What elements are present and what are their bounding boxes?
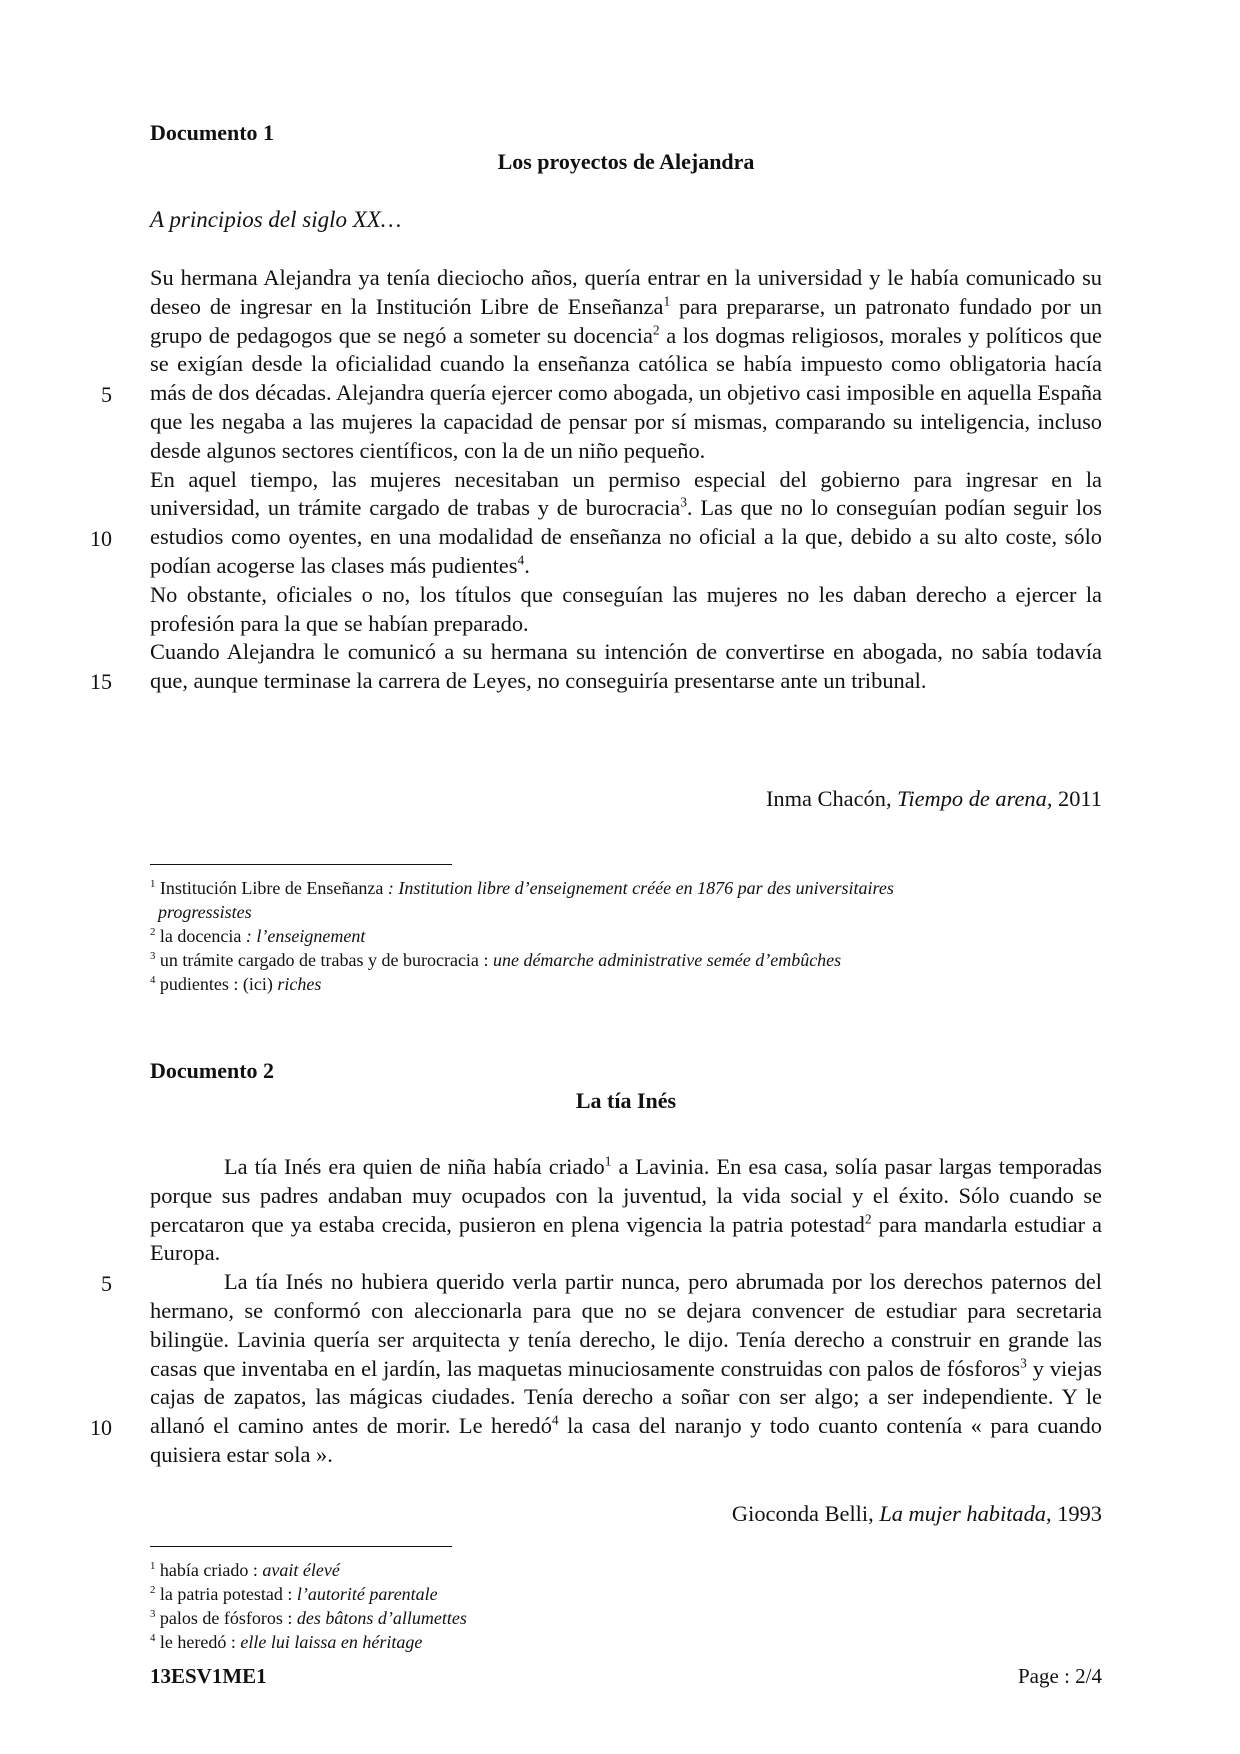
line-number: 5 [101, 382, 112, 407]
line-number: 5 [101, 1271, 112, 1296]
footnote: $^1$ había criado : avait élevé [150, 1560, 340, 1580]
footnote-divider [150, 1546, 452, 1547]
paragraph: No obstante, oficiales o no, los títulos que conseguían las mujeres no les daban derecho a ejercer la profesión para la que se habían preparado. [150, 581, 1102, 636]
paragraph: La tía Inés no hubiera querido verla partir nunca, pero abrumada por los derechos paternos del hermano, se conformó con aleccionarla para que no se dejara convencer de estudiar para secretaria bilingüe. Lavinia quería ser arquitecta y tenía derecho, le dijo. Tenía derecho a construir en grande las casas que inventaba en el jardín, las maquetas minuciosamente construidas con palos de fósforos$^3$ y viejas cajas de zapatos, las mágicas ciudades. Tenía derecho a soñar con ser algo; a ser independiente. Y le allanó el camino antes de morir. Le heredó$^4$ la casa del naranjo y todo cuanto contenía « para cuando quisiera estar sola ». [150, 1269, 1103, 1467]
footnote: $^1$ Institución Libre de Enseñanza : Institution libre d’enseignement créée en 1876 par des universitaires [150, 878, 894, 898]
paragraph: Cuando Alejandra le comunicó a su hermana su intención de convertirse en abogada, no sabía todavía que, aunque terminase la carrera de Leyes, no conseguiría presentarse ante un tribunal. [150, 639, 1102, 694]
footnote-ref: 2 [864, 1211, 872, 1227]
document-1-title: Los proyectos de Alejandra [497, 149, 755, 174]
footnote-continuation: progressistes [158, 902, 252, 922]
line-number: 10 [90, 526, 112, 551]
page-number: Page : 2/4 [1018, 1664, 1102, 1688]
book-title: La mujer habitada [879, 1501, 1047, 1526]
exam-code: 13ESV1ME1 [150, 1664, 267, 1688]
line-number: 10 [90, 1415, 112, 1440]
footnote-ref: 4 [551, 1412, 559, 1428]
footnote-ref: 1 [604, 1153, 612, 1169]
paragraph: La tía Inés era quien de niña había criado$^1$ a Lavinia. En esa casa, solía pasar largas temporadas porque sus padres andaban muy ocupados con la juventud, la vida social y el éxito. Sólo cuando se percataron que ya estaba crecida, pusieron en plena vigencia la patria potestad$^2$ para mandarla estudiar a Europa. [150, 1153, 1102, 1266]
document-2-label: Documento 2 [150, 1058, 275, 1083]
footnote-divider [150, 864, 452, 865]
footnote: $^4$ pudientes : (ici) riches [150, 974, 322, 994]
footnote-ref: 3 [680, 494, 687, 510]
footnote: $^3$ palos de fósforos : des bâtons d’allumettes [150, 1608, 467, 1628]
footnote: $^3$ un trámite cargado de trabas y de burocracia : une démarche administrative semée d’embûches [150, 950, 842, 970]
footnote-ref: 4 [517, 552, 525, 568]
line-number: 15 [90, 669, 112, 694]
document-1-label: Documento 1 [150, 120, 275, 145]
document-1-source: Inma Chacón, Tiempo de arena, 2011 [765, 786, 1102, 811]
document-1-footnotes [150, 876, 1110, 996]
footnote-ref: 2 [652, 322, 660, 338]
book-title: Tiempo de arena, [897, 786, 1053, 811]
document-1-intro: A principios del siglo XX… [150, 207, 402, 232]
footnote-ref: 1 [663, 293, 671, 309]
paragraph: Su hermana Alejandra ya tenía dieciocho años, quería entrar en la universidad y le había comunicado su deseo de ingresar en la Institución Libre de Enseñanza$^1$ para prepararse, un patronato fundado por un grupo de pedagogos que se negó a someter su docencia$^2$ a los dogmas religiosos, morales y políticos que se exigían desde la oficialidad cuando la enseñanza católica se había impuesto como obligatoria hacía más de dos décadas. Alejandra quería ejercer como abogada, un objetivo casi imposible en aquella España que les negaba a las mujeres la capacidad de pensar por sí mismas, comparando su inteligencia, incluso desde algunos sectores científicos, con la de un niño pequeño. [150, 265, 1102, 463]
document-2-text [150, 1153, 1102, 1470]
document-2-footnotes [150, 1558, 1110, 1654]
document-1-text [150, 264, 1102, 696]
footnote: $^2$ la docencia : l’enseignement [150, 926, 366, 946]
paragraph: En aquel tiempo, las mujeres necesitaban un permiso especial del gobierno para ingresar en la universidad, un trámite cargado de trabas y de burocracia$^3$. Las que no lo conseguían podían seguir los estudios como oyentes, en una modalidad de enseñanza no oficial a la que, debido a su alto coste, sólo podían acogerse las clases más pudientes$^4$. [150, 466, 1102, 578]
document-2-source: Gioconda Belli, La mujer habitada, 1993 [731, 1501, 1102, 1526]
footnote-ref: 3 [1020, 1355, 1027, 1371]
footnote: $^2$ la patria potestad : l’autorité parentale [150, 1584, 438, 1604]
footnote: $^4$ le heredó : elle lui laissa en héritage [150, 1632, 423, 1652]
document-2-title: La tía Inés [575, 1088, 677, 1113]
